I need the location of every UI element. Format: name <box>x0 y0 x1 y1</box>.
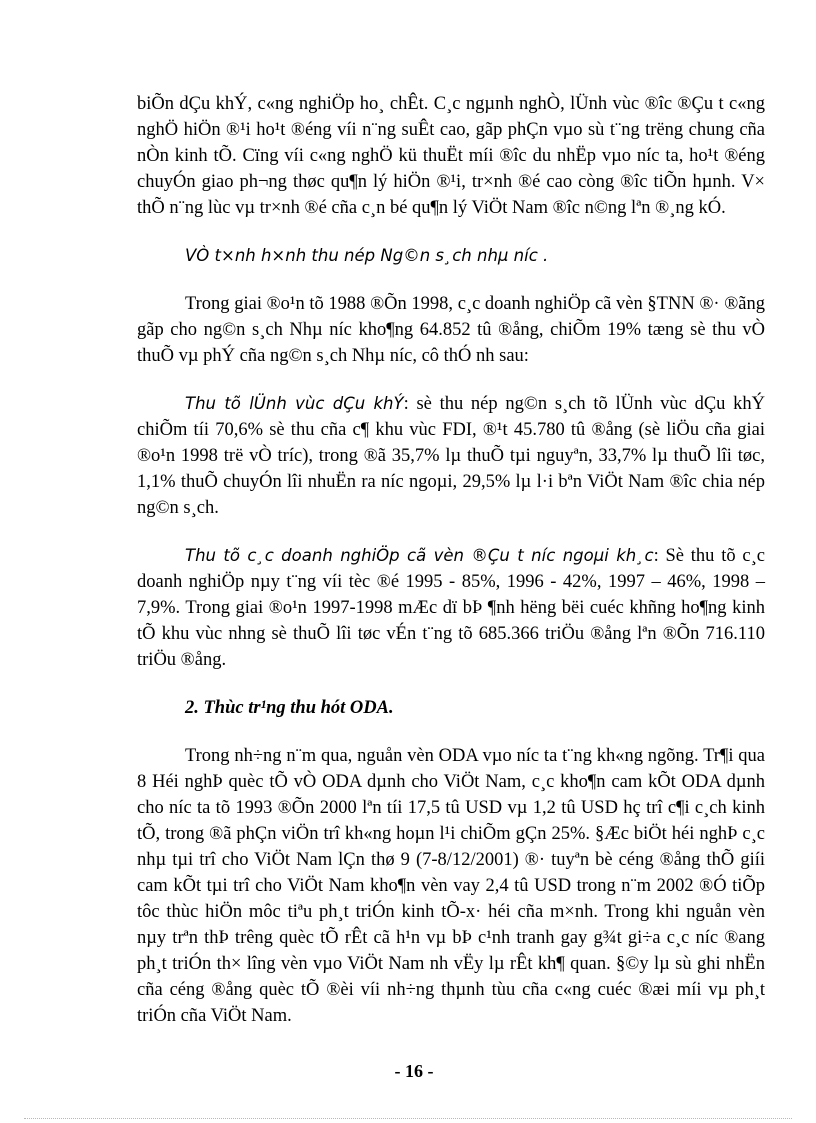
paragraph-text-fdi-other: : Sè thu tõ c¸c doanh nghiÖp nµy t¨ng víi tèc ®é 1995 - 85%, 1996 - 42%, 1997 – 46%, 1998 – 7,9%. Trong giai ®o¹n 1997-1998 mÆc dï bÞ ¶nh hëng bëi cuéc khñng ho¶ng kinh tÕ khu vùc nhng sè thuÕ lîi tøc vÉn t¨ng tõ 685.366 triÖu ®ång lªn ®Õn 716.110 triÖu ®ång. <box>137 546 765 670</box>
paragraph-text-oil-gas: : sè thu nép ng©n s¸ch tõ lÜnh vùc dÇu khÝ chiÕm tíi 70,6% sè thu cña c¶ khu vùc FDI, ®¹t 45.780 tû ®ång (sè liÖu cña giai ®o¹n 1998 trë vÒ tríc), trong ®ã 35,7% lµ thuÕ tµi nguyªn, 33,7% lµ thuÕ lîi tøc, 1,1% thuÕ chuyÓn lîi nhuËn ra níc ngoµi, 29,5% lµ l·i bªn ViÖt Nam ®îc chia nép ng©n s¸ch. <box>137 394 765 518</box>
page-bottom-divider <box>24 1118 792 1119</box>
section-subtitle-budget: VÒ t×nh h×nh thu nép Ng©n s¸ch nhµ níc . <box>185 246 549 265</box>
body-paragraph-oil-gas <box>137 391 765 521</box>
body-paragraph-oda: Trong nh÷ng n¨m qua, nguån vèn ODA vµo níc ta t¨ng kh«ng ngõng. Tr¶i qua 8 Héi nghÞ quèc tÕ vÒ ODA dµnh cho ViÖt Nam, c¸c kho¶n cam kÕt ODA dµnh cho níc ta tõ 1993 ®Õn 2000 lªn tíi 17,5 tû USD vµ 1,2 tû USD hç trî c¶i c¸ch kinh tÕ, trong ®ã phÇn viÖn trî kh«ng hoµn l¹i chiÕm gÇn 25%. §Æc biÖt héi nghÞ c¸c nhµ tµi trî cho ViÖt Nam lÇn thø 9 (7-8/12/2001) ®· tuyªn bè céng ®ång thÕ giíi cam kÕt tµi trî cho ViÖt Nam kho¶n vèn vay 2,4 tû USD trong n¨m 2002 ®Ó tiÕp tôc thùc hiÖn môc tiªu ph¸t triÓn kinh tÕ-x· héi cña m×nh. Trong khi nguån vèn nµy trªn thÞ trêng quèc tÕ rÊt cã h¹n vµ bÞ c¹nh tranh gay g¾t gi÷a c¸c níc ®ang ph¸t triÓn th× lîng vèn vµo ViÖt Nam nh vËy lµ rÊt kh¶ quan. §©y lµ sù ghi nhËn cña céng ®ång quèc tÕ ®èi víi nh÷ng thµnh tùu cña c«ng cuéc ®æi míi vµ ph¸t triÓn cña ViÖt Nam. <box>137 746 765 1026</box>
page-number: - 16 - <box>394 1061 434 1081</box>
body-paragraph-1: biÕn dÇu khÝ, c«ng nghiÖp ho¸ chÊt. C¸c ngµnh nghÒ, lÜnh vùc ®îc ®Çu t c«ng nghÖ hiÖn ®¹i ho¹t ®éng víi n¨ng suÊt cao, gãp phÇn vµo sù t¨ng trëng chung cña nÒn kinh tÕ. Cïng víi c«ng nghÖ kü thuËt míi ®îc du nhËp vµo níc ta, ho¹t ®éng chuyÓn giao ph¬ng thøc qu¶n lý hiÖn ®¹i, tr×nh ®é cao còng ®îc tiÕn hµnh. V× thÕ n¨ng lùc vµ tr×nh ®é cña c¸n bé qu¶n lý ViÖt Nam ®îc n©ng lªn ®¸ng kÓ. <box>137 94 765 218</box>
body-paragraph-fdi-other <box>137 543 765 673</box>
section-heading-oda: 2. Thùc tr¹ng thu hót ODA. <box>185 698 394 718</box>
paragraph-lead-oil-gas: Thu tõ lÜnh vùc dÇu khÝ <box>185 394 404 413</box>
body-paragraph-2: Trong giai ®o¹n tõ 1988 ®Õn 1998, c¸c doanh nghiÖp cã vèn §TNN ®· ®ãng gãp cho ng©n s¸ch Nhµ níc kho¶ng 64.852 tû ®ång, chiÕm 19% tæng sè thu vÒ thuÕ vµ phÝ cña ng©n s¸ch Nhµ níc, cô thÓ nh sau: <box>137 294 765 366</box>
document-page <box>137 91 765 1051</box>
paragraph-lead-fdi-other: Thu tõ c¸c doanh nghiÖp cã vèn ®Çu t níc ngoµi kh¸c <box>185 546 654 565</box>
